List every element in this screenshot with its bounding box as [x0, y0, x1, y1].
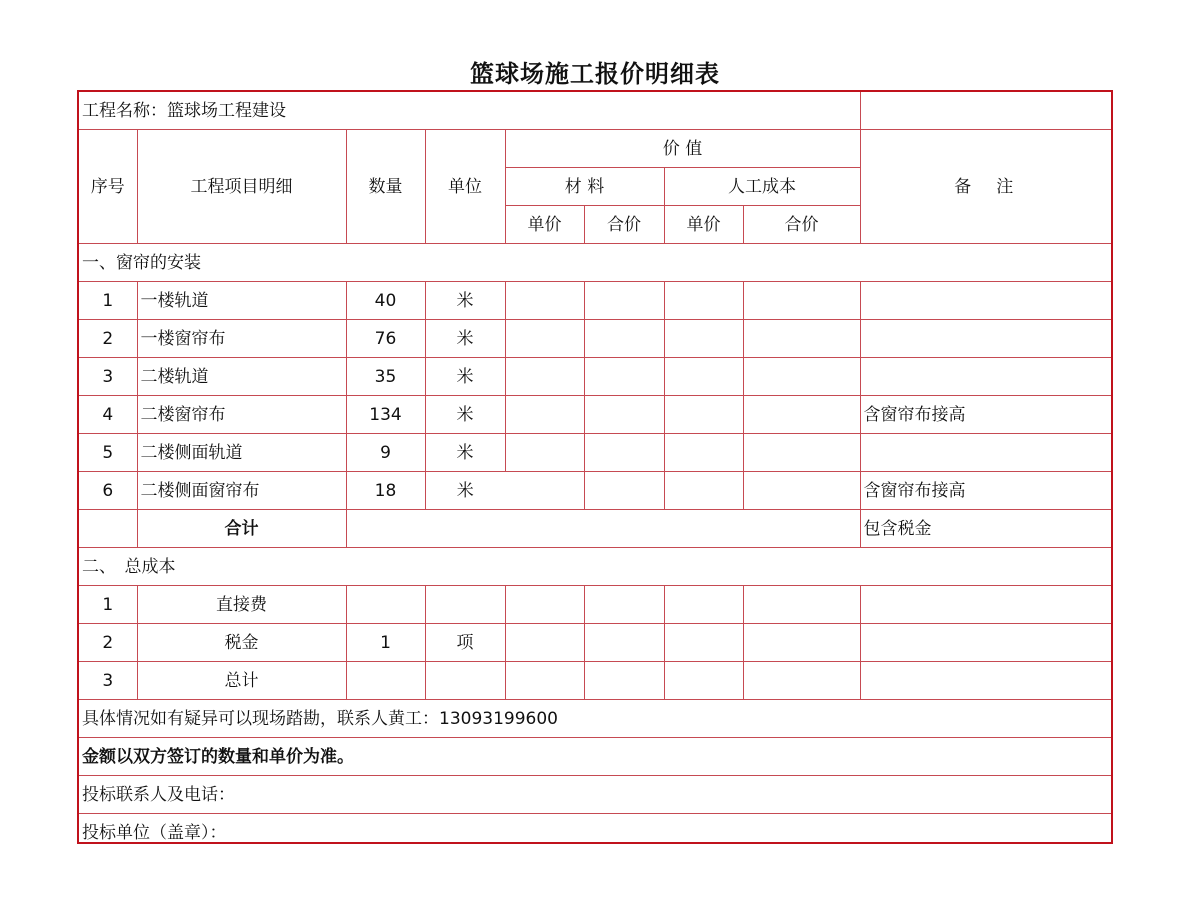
row-labor-unit-price [664, 624, 743, 662]
quote-table [79, 92, 1111, 851]
row-seq: 1 [79, 586, 137, 624]
row-unit: 米 [425, 396, 505, 434]
row-labor-unit-price [664, 472, 743, 510]
section1-title: 一、窗帘的安装 [79, 244, 1111, 282]
row-seq: 5 [79, 434, 137, 472]
row-item: 一楼窗帘布 [137, 320, 346, 358]
row-unit: 米 [425, 358, 505, 396]
row-material-unit-price [505, 396, 584, 434]
row-item: 二楼侧面轨道 [137, 434, 346, 472]
section1-title-row [79, 244, 1111, 282]
row-unit: 米 [425, 472, 505, 510]
row-material-unit-price [505, 320, 584, 358]
page-title: 篮球场施工报价明细表 [470, 59, 720, 88]
row-labor-total-price [743, 662, 860, 700]
row-unit: 米 [425, 434, 505, 472]
row-material-unit-price [505, 624, 584, 662]
subtotal-label: 合计 [137, 510, 346, 548]
row-note: 含窗帘布接高 [860, 396, 1111, 434]
row-unit [425, 662, 505, 700]
row-note [860, 358, 1111, 396]
row-note [860, 586, 1111, 624]
row-note [860, 624, 1111, 662]
row-material-total-price [584, 396, 664, 434]
row-material-unit-price [505, 358, 584, 396]
header-material: 材 料 [505, 168, 664, 206]
row-labor-total-price [743, 472, 860, 510]
row-material-total-price [584, 282, 664, 320]
header-qty: 数量 [346, 130, 425, 244]
row-item: 二楼窗帘布 [137, 396, 346, 434]
row-unit [425, 586, 505, 624]
row-item: 总计 [137, 662, 346, 700]
row-item: 税金 [137, 624, 346, 662]
row-material-total-price [584, 358, 664, 396]
row-labor-total-price [743, 282, 860, 320]
table-row [79, 358, 1111, 396]
table-row [79, 472, 1111, 510]
row-material-unit-price [505, 282, 584, 320]
table-row [79, 320, 1111, 358]
subtotal-note: 包含税金 [860, 510, 1111, 548]
header-labor-unit-price: 单价 [664, 206, 743, 244]
row-labor-total-price [743, 434, 860, 472]
header-material-unit-price: 单价 [505, 206, 584, 244]
table-row [79, 662, 1111, 700]
row-labor-total-price [743, 396, 860, 434]
row-note [860, 662, 1111, 700]
row-qty: 18 [346, 472, 425, 510]
row-labor-unit-price [664, 358, 743, 396]
footer-bidder-contact-row [79, 776, 1111, 814]
section2-title-row [79, 548, 1111, 586]
row-labor-total-price [743, 624, 860, 662]
footer-basis: 金额以双方签订的数量和单价为准。 [79, 738, 1111, 776]
project-name: 工程名称：篮球场工程建设 [79, 92, 860, 130]
row-material-unit-price [505, 662, 584, 700]
section2-title: 二、 总成本 [79, 548, 1111, 586]
row-note [860, 282, 1111, 320]
row-note: 含窗帘布接高 [860, 472, 1111, 510]
row-labor-unit-price [664, 396, 743, 434]
footer-contact: 具体情况如有疑异可以现场踏勘，联系人黄工：13093199600 [79, 700, 1111, 738]
row-material-unit-price [505, 586, 584, 624]
row-material-total-price [584, 586, 664, 624]
footer-bidder-contact: 投标联系人及电话： [79, 776, 1111, 814]
table-row [79, 624, 1111, 662]
row-seq: 1 [79, 282, 137, 320]
subtotal-row [79, 510, 1111, 548]
row-labor-unit-price [664, 434, 743, 472]
header-labor: 人工成本 [664, 168, 860, 206]
row-material-total-price [584, 320, 664, 358]
header-material-total-price: 合价 [584, 206, 664, 244]
row-qty [346, 586, 425, 624]
subtotal-seq-cell [79, 510, 137, 548]
row-qty: 9 [346, 434, 425, 472]
row-unit: 米 [425, 282, 505, 320]
row-qty: 40 [346, 282, 425, 320]
row-material-total-price [584, 624, 664, 662]
row-labor-total-price [743, 586, 860, 624]
row-labor-total-price [743, 320, 860, 358]
header-note: 备 注 [860, 130, 1111, 244]
row-item: 二楼侧面窗帘布 [137, 472, 346, 510]
row-item: 一楼轨道 [137, 282, 346, 320]
row-labor-unit-price [664, 586, 743, 624]
footer-basis-row [79, 738, 1111, 776]
table-row [79, 434, 1111, 472]
footer-bidder-unit: 投标单位（盖章）： [79, 814, 1111, 852]
row-qty: 1 [346, 624, 425, 662]
row-item: 直接费 [137, 586, 346, 624]
quote-sheet [77, 90, 1113, 844]
row-note [860, 434, 1111, 472]
header-unit: 单位 [425, 130, 505, 244]
row-seq: 3 [79, 662, 137, 700]
header-row-1 [79, 130, 1111, 168]
header-seq: 序号 [79, 130, 137, 244]
project-name-row [79, 92, 1111, 130]
row-material-unit-price [505, 434, 584, 472]
row-labor-unit-price [664, 662, 743, 700]
table-row [79, 586, 1111, 624]
row-qty: 134 [346, 396, 425, 434]
footer-bidder-unit-row [79, 814, 1111, 852]
row-labor-unit-price [664, 282, 743, 320]
row-material-total-price [584, 434, 664, 472]
row-seq: 3 [79, 358, 137, 396]
row-seq: 2 [79, 624, 137, 662]
row-seq: 4 [79, 396, 137, 434]
header-value: 价 值 [505, 130, 860, 168]
row-qty: 35 [346, 358, 425, 396]
row-unit: 项 [425, 624, 505, 662]
row-item: 二楼轨道 [137, 358, 346, 396]
header-item: 工程项目明细 [137, 130, 346, 244]
project-name-side-cell [860, 92, 1111, 130]
row-labor-unit-price [664, 320, 743, 358]
row-note [860, 320, 1111, 358]
table-row [79, 282, 1111, 320]
row-seq: 2 [79, 320, 137, 358]
row-seq: 6 [79, 472, 137, 510]
row-qty: 76 [346, 320, 425, 358]
footer-contact-row [79, 700, 1111, 738]
row-qty [346, 662, 425, 700]
row-material-total-price [584, 472, 664, 510]
row-labor-total-price [743, 358, 860, 396]
row-material-unit-price [505, 472, 584, 510]
row-unit: 米 [425, 320, 505, 358]
header-labor-total-price: 合价 [743, 206, 860, 244]
subtotal-amount-cell [346, 510, 860, 548]
row-material-total-price [584, 662, 664, 700]
table-row [79, 396, 1111, 434]
